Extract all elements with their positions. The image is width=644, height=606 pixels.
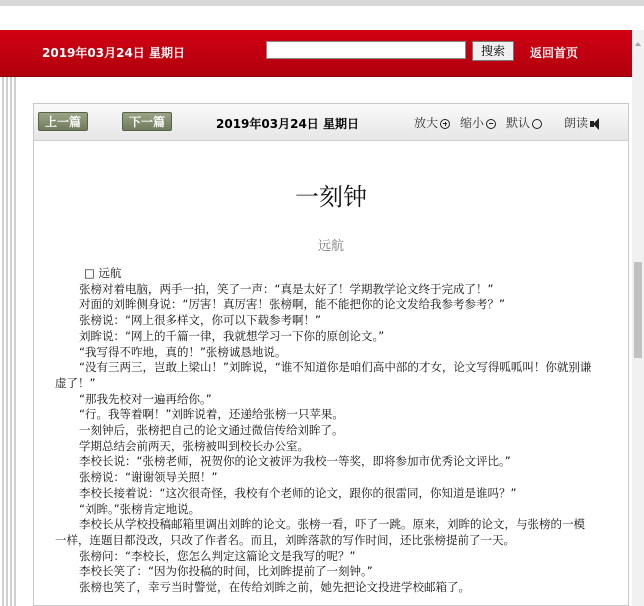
scroll-up-icon[interactable] [635,42,641,46]
article-toolbar [34,104,628,141]
article-paragraph: 李校长笑了：“因为你投稿的时间，比刘眸提前了一刻钟。” [79,564,373,579]
speaker-icon[interactable] [590,118,602,130]
prev-article-button[interactable]: 上一篇 [38,112,88,131]
zoom-out-label: 缩小 [460,116,485,130]
next-article-button[interactable]: 下一篇 [122,112,172,131]
article-paragraph: “行。我等着啊！”刘眸说着，还递给张榜一只苹果。 [79,407,344,422]
scrollbar-thumb[interactable] [634,262,642,358]
read-aloud-control[interactable] [564,114,602,131]
article-paragraph: 李校长接着说：“这次很奇怪，我校有个老师的论文，跟你的很雷同，你知道是谁吗？” [79,485,517,500]
article-paragraph: 刘眸说：“网上的千篇一律，我就想学习一下你的原创论文。” [79,328,385,343]
default-size-control[interactable] [506,114,542,131]
zoom-out-icon[interactable] [486,119,496,129]
article-paragraph: 张榜也笑了，幸亏当时警觉，在传给刘眸之前，她先把论文投进学校邮箱了。 [79,580,470,595]
article-paragraph: “我写得不咋地，真的！”张榜诚恳地说。 [79,344,287,359]
zoom-in-label: 放大 [414,116,439,130]
article-paragraph: “那我先校对一遍再给你。” [79,391,212,406]
article-paragraph: 对面的刘眸侧身说：“厉害！真厉害！张榜啊，能不能把你的论文发给我参考参考？” [79,297,505,312]
default-size-icon[interactable] [532,119,542,129]
home-link[interactable]: 返回首页 [530,46,579,60]
article-paragraph: 李校长从学校投稿邮箱里调出刘眸的论文。张榜一看，吓了一跳。原来，刘眸的论文，与张榜的一模一样，连题目都没改，只改了作者名。而且，刘眸落款的写作时间，还比张榜提前了一天。 [55,517,585,547]
article-paragraph: “没有三两三，岂敢上梁山！”刘眸说，“谁不知道你是咱们高中部的才女，论文写得呱呱叫！你就别谦虚了！” [55,360,592,390]
zoom-in-icon[interactable] [440,119,450,129]
article-paragraph: 张榜对着电脑，两手一拍，笑了一声：“真是太好了！学期教学论文终于完成了！” [79,281,494,296]
read-aloud-label: 朗读 [564,116,589,130]
article-title: 一刻钟 [295,183,367,211]
scrollbar[interactable] [632,30,644,606]
site-header [0,30,632,77]
article-paragraph: □ 远航 [84,266,122,280]
article-frame [33,103,629,606]
header-date: 2019年03月24日 星期日 [42,46,185,60]
article-paragraph: 学期总结会前两天，张榜被叫到校长办公室。 [79,438,309,453]
article-body [55,266,595,596]
article-paragraph: 一刻钟后，张榜把自己的论文通过微信传给刘眸了。 [79,423,344,438]
zoom-out-control[interactable] [460,114,496,131]
default-size-label: 默认 [506,116,531,130]
toolbar-date: 2019年03月24日 星期日 [216,117,359,131]
article-paragraph: 李校长说：“张榜老师，祝贺你的论文被评为我校一等奖，即将参加市优秀论文评比。” [79,454,511,469]
article-paragraph: “刘眸。”张榜肯定地说。 [79,501,201,516]
article-paragraph: 张榜说：“网上很多样文，你可以下载参考啊！” [79,313,321,328]
paper-stack-decoration [0,30,30,606]
article-paragraph: 张榜说：“谢谢领导关照！” [79,470,218,485]
top-border [0,0,644,6]
article-author: 远航 [317,239,344,254]
article-paragraph: 张榜问：“李校长，您怎么判定这篇论文是我写的呢？” [79,548,356,563]
zoom-in-control[interactable] [414,114,450,131]
search-button[interactable]: 搜索 [472,41,514,61]
search-input[interactable] [266,41,466,59]
